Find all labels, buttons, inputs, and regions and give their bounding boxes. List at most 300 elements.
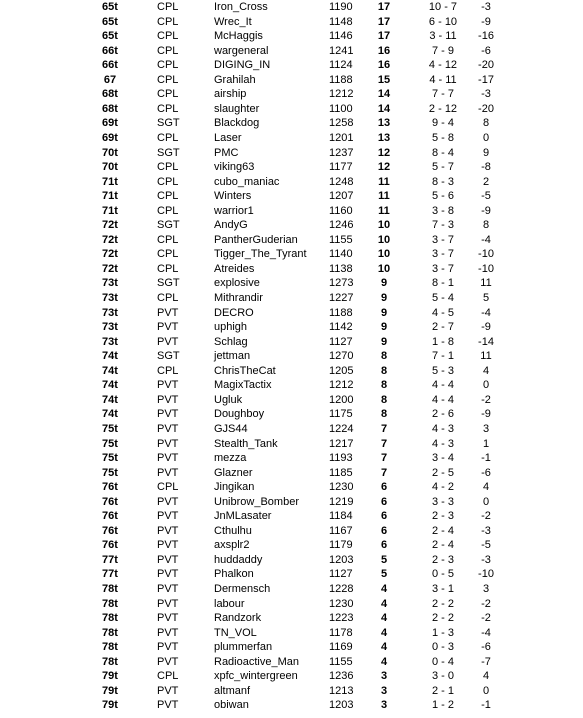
table-row	[0, 306, 583, 320]
player-name-cell: Blackdog	[214, 117, 260, 130]
rank-cell: 65t	[102, 1, 118, 13]
rating-cell: 1230	[329, 597, 354, 610]
rating-cell: 1203	[329, 699, 354, 712]
player-name-cell: PantherGuderian	[214, 233, 298, 246]
table-row	[0, 29, 583, 43]
score-cell: 16	[377, 44, 391, 57]
record-cell: 8 - 3	[431, 175, 454, 188]
grade-cell: CPL	[157, 364, 179, 377]
grade-cell: PVT	[157, 495, 179, 508]
difference-cell: 0	[482, 131, 490, 144]
score-cell: 10	[377, 219, 391, 232]
grade-cell: PVT	[157, 422, 179, 435]
score-cell: 4	[380, 583, 388, 595]
record-cell: 3 - 7	[431, 262, 454, 275]
grade-cell: PVT	[157, 452, 179, 465]
difference-cell: -1	[481, 699, 491, 712]
rank-cell: 72t	[102, 219, 118, 232]
table-row	[0, 160, 583, 174]
rank-cell: 78t	[102, 612, 118, 625]
record-cell: 3 - 4	[431, 452, 454, 465]
score-cell: 9	[380, 335, 388, 348]
rank-cell: 79t	[102, 699, 118, 712]
table-row	[0, 364, 583, 378]
record-cell: 1 - 2	[431, 699, 454, 712]
score-cell: 4	[380, 612, 388, 625]
grade-cell: PVT	[157, 524, 179, 537]
difference-cell: 3	[482, 422, 490, 435]
player-name-cell: AndyG	[214, 219, 248, 232]
record-cell: 2 - 3	[431, 510, 454, 523]
difference-cell: 1	[482, 437, 490, 450]
record-cell: 1 - 8	[431, 335, 454, 348]
score-cell: 3	[380, 699, 388, 712]
record-cell: 2 - 12	[428, 102, 458, 115]
grade-cell: CPL	[157, 30, 179, 43]
rank-cell: 75t	[102, 466, 118, 479]
difference-cell: -9	[481, 408, 491, 421]
difference-cell: -2	[481, 393, 491, 406]
rank-cell: 74t	[102, 379, 118, 392]
player-name-cell: Mithrandir	[214, 292, 263, 304]
rating-cell: 1227	[329, 292, 354, 304]
difference-cell: 2	[482, 175, 490, 188]
player-name-cell: altmanf	[214, 684, 251, 697]
record-cell: 4 - 4	[431, 393, 454, 406]
record-cell: 2 - 4	[431, 539, 454, 552]
grade-cell: CPL	[157, 59, 179, 72]
score-cell: 3	[380, 684, 388, 697]
record-cell: 7 - 3	[431, 219, 454, 232]
rating-cell: 1146	[329, 30, 353, 43]
score-cell: 4	[380, 641, 388, 654]
score-cell: 10	[377, 233, 391, 246]
grade-cell: PVT	[157, 335, 179, 348]
player-name-cell: Atreides	[214, 262, 255, 275]
score-cell: 7	[380, 437, 388, 450]
rank-cell: 76t	[102, 539, 118, 552]
record-cell: 0 - 4	[431, 655, 454, 668]
grade-cell: PVT	[157, 437, 179, 450]
rating-cell: 1178	[329, 626, 353, 639]
rank-cell: 73t	[102, 321, 118, 334]
rating-cell: 1169	[329, 641, 353, 654]
player-name-cell: JnMLasater	[214, 510, 272, 523]
grade-cell: CPL	[157, 248, 179, 261]
rank-cell: 74t	[102, 350, 118, 363]
table-row	[0, 553, 583, 567]
rank-cell: 75t	[102, 437, 118, 450]
record-cell: 0 - 5	[431, 568, 454, 581]
player-name-cell: Stealth_Tank	[214, 437, 278, 450]
grade-cell: CPL	[157, 161, 179, 174]
difference-cell: -6	[481, 641, 491, 654]
table-row	[0, 73, 583, 87]
difference-cell: 0	[482, 379, 490, 392]
difference-cell: -10	[478, 568, 494, 581]
rank-cell: 72t	[102, 248, 118, 261]
score-cell: 16	[377, 59, 391, 72]
score-cell: 8	[380, 379, 388, 392]
table-row	[0, 175, 583, 189]
score-cell: 7	[380, 466, 388, 479]
record-cell: 4 - 2	[431, 481, 454, 494]
player-name-cell: mezza	[214, 452, 247, 465]
grade-cell: PVT	[157, 641, 179, 654]
rating-cell: 1100	[329, 102, 353, 115]
rating-cell: 1193	[329, 452, 353, 465]
rank-cell: 78t	[102, 597, 118, 610]
rating-cell: 1248	[329, 175, 354, 188]
player-name-cell: Phalkon	[214, 568, 254, 581]
difference-cell: 4	[482, 670, 490, 683]
table-row	[0, 466, 583, 480]
difference-cell: -10	[478, 262, 494, 275]
player-name-cell: uphigh	[214, 321, 248, 334]
player-name-cell: McHaggis	[214, 30, 263, 43]
score-cell: 8	[380, 393, 388, 406]
rating-cell: 1241	[329, 44, 354, 57]
rating-cell: 1175	[329, 408, 353, 421]
score-cell: 7	[380, 422, 388, 435]
record-cell: 2 - 4	[431, 524, 454, 537]
rank-cell: 73t	[102, 292, 118, 304]
rating-cell: 1207	[329, 190, 354, 203]
difference-cell: -1	[481, 452, 491, 465]
rating-cell: 1138	[329, 262, 353, 275]
player-name-cell: airship	[214, 88, 247, 101]
rating-cell: 1212	[329, 88, 354, 101]
record-cell: 1 - 3	[431, 626, 454, 639]
record-cell: 2 - 5	[431, 466, 454, 479]
table-row	[0, 669, 583, 683]
grade-cell: CPL	[157, 88, 179, 101]
rank-cell: 79t	[102, 684, 118, 697]
score-cell: 9	[380, 306, 388, 319]
record-cell: 4 - 12	[428, 59, 458, 72]
record-cell: 9 - 4	[431, 117, 454, 130]
record-cell: 5 - 4	[431, 292, 454, 304]
score-cell: 6	[380, 510, 388, 523]
rating-cell: 1236	[329, 670, 354, 683]
table-row	[0, 567, 583, 581]
score-cell: 7	[380, 452, 388, 465]
table-row	[0, 87, 583, 101]
table-row	[0, 116, 583, 130]
table-row	[0, 538, 583, 552]
score-cell: 9	[380, 321, 388, 334]
record-cell: 3 - 1	[431, 583, 454, 595]
difference-cell: -7	[481, 655, 491, 668]
difference-cell: 11	[480, 350, 492, 363]
rating-cell: 1217	[329, 437, 354, 450]
player-name-cell: Laser	[214, 131, 242, 144]
player-name-cell: PMC	[214, 146, 239, 159]
player-name-cell: DECRO	[214, 306, 254, 319]
record-cell: 3 - 8	[431, 204, 454, 217]
grade-cell: PVT	[157, 306, 179, 319]
table-row	[0, 509, 583, 523]
table-row	[0, 597, 583, 611]
record-cell: 3 - 11	[429, 30, 457, 43]
rating-cell: 1179	[329, 539, 353, 552]
player-name-cell: xpfc_wintergreen	[214, 670, 298, 683]
grade-cell: CPL	[157, 204, 179, 217]
table-row	[0, 262, 583, 276]
table-row	[0, 437, 583, 451]
difference-cell: -4	[481, 626, 491, 639]
player-name-cell: Radioactive_Man	[214, 655, 299, 668]
rating-cell: 1155	[329, 233, 353, 246]
rating-cell: 1228	[329, 583, 354, 595]
difference-cell: 0	[482, 495, 490, 508]
rating-cell: 1219	[329, 495, 354, 508]
score-cell: 6	[380, 524, 388, 537]
grade-cell: CPL	[157, 175, 179, 188]
record-cell: 7 - 7	[431, 88, 454, 101]
rank-cell: 68t	[102, 88, 118, 101]
player-name-cell: Glazner	[214, 466, 253, 479]
rating-cell: 1237	[329, 146, 354, 159]
difference-cell: 9	[482, 146, 490, 159]
difference-cell: -20	[478, 59, 494, 72]
record-cell: 5 - 3	[431, 364, 454, 377]
player-name-cell: Dermensch	[214, 583, 271, 595]
score-cell: 6	[380, 539, 388, 552]
rank-cell: 70t	[102, 146, 118, 159]
table-row	[0, 320, 583, 334]
rating-cell: 1273	[329, 277, 354, 290]
player-name-cell: Winters	[214, 190, 252, 203]
rating-cell: 1184	[329, 510, 353, 523]
rank-cell: 71t	[102, 204, 118, 217]
grade-cell: PVT	[157, 408, 179, 421]
score-cell: 4	[380, 597, 388, 610]
rating-cell: 1148	[329, 15, 353, 28]
player-name-cell: cubo_maniac	[214, 175, 280, 188]
grade-cell: CPL	[157, 292, 179, 304]
record-cell: 4 - 3	[431, 422, 454, 435]
rank-cell: 72t	[102, 262, 118, 275]
rank-cell: 65t	[102, 30, 118, 43]
difference-cell: -14	[478, 335, 494, 348]
record-cell: 6 - 10	[428, 15, 458, 28]
grade-cell: CPL	[157, 233, 179, 246]
grade-cell: PVT	[157, 597, 179, 610]
table-row	[0, 102, 583, 116]
grade-cell: PVT	[157, 539, 179, 552]
player-name-cell: Doughboy	[214, 408, 265, 421]
table-row	[0, 698, 583, 712]
record-cell: 4 - 4	[431, 379, 454, 392]
rating-cell: 1212	[329, 379, 354, 392]
table-row	[0, 422, 583, 436]
player-name-cell: MagixTactix	[214, 379, 272, 392]
record-cell: 8 - 1	[431, 277, 454, 290]
difference-cell: -8	[481, 161, 491, 174]
rank-cell: 77t	[102, 568, 118, 581]
grade-cell: PVT	[157, 510, 179, 523]
difference-cell: -9	[481, 321, 491, 334]
rating-cell: 1155	[329, 655, 353, 668]
grade-cell: CPL	[157, 15, 179, 28]
table-row	[0, 44, 583, 58]
record-cell: 2 - 2	[431, 597, 454, 610]
player-name-cell: viking63	[214, 161, 255, 174]
rating-cell: 1203	[329, 553, 354, 566]
score-cell: 12	[377, 161, 391, 174]
table-row	[0, 189, 583, 203]
player-name-cell: Ugluk	[214, 393, 243, 406]
player-name-cell: Cthulhu	[214, 524, 252, 537]
score-cell: 9	[380, 292, 388, 304]
score-cell: 11	[378, 204, 390, 217]
score-cell: 10	[377, 248, 391, 261]
rank-cell: 67	[103, 73, 117, 86]
table-row	[0, 611, 583, 625]
table-row	[0, 335, 583, 349]
rank-cell: 78t	[102, 655, 118, 668]
table-row	[0, 684, 583, 698]
rank-cell: 77t	[102, 553, 118, 566]
table-row	[0, 495, 583, 509]
score-cell: 3	[380, 670, 388, 683]
score-cell: 14	[377, 102, 391, 115]
table-row	[0, 349, 583, 363]
player-name-cell: Wrec_It	[214, 15, 252, 28]
difference-cell: -9	[481, 204, 491, 217]
grade-cell: PVT	[157, 321, 179, 334]
record-cell: 5 - 6	[431, 190, 454, 203]
rank-cell: 72t	[102, 233, 118, 246]
player-name-cell: Iron_Cross	[214, 1, 268, 13]
score-cell: 5	[380, 568, 388, 581]
difference-cell: -3	[481, 1, 491, 13]
difference-cell: -9	[481, 15, 491, 28]
player-name-cell: wargeneral	[214, 44, 269, 57]
rank-cell: 78t	[102, 641, 118, 654]
score-cell: 14	[377, 88, 391, 101]
record-cell: 3 - 0	[431, 670, 454, 683]
player-name-cell: Grahilah	[214, 73, 256, 86]
grade-cell: PVT	[157, 583, 179, 595]
player-name-cell: jettman	[214, 350, 251, 363]
player-name-cell: huddaddy	[214, 553, 263, 566]
rating-cell: 1200	[329, 393, 354, 406]
rating-cell: 1213	[329, 684, 354, 697]
difference-cell: -5	[481, 190, 491, 203]
grade-cell: SGT	[157, 350, 180, 363]
rank-cell: 76t	[102, 481, 118, 494]
table-row	[0, 233, 583, 247]
rank-cell: 66t	[102, 59, 118, 72]
player-name-cell: DIGING_IN	[214, 59, 271, 72]
record-cell: 4 - 11	[429, 73, 457, 86]
table-row	[0, 480, 583, 494]
record-cell: 3 - 7	[431, 248, 454, 261]
rank-cell: 66t	[102, 44, 118, 57]
grade-cell: CPL	[157, 670, 179, 683]
score-cell: 5	[380, 553, 388, 566]
player-name-cell: plummerfan	[214, 641, 273, 654]
grade-cell: CPL	[157, 1, 179, 13]
table-row	[0, 131, 583, 145]
difference-cell: -20	[478, 102, 494, 115]
difference-cell: -5	[481, 539, 491, 552]
table-row	[0, 451, 583, 465]
rating-cell: 1127	[329, 568, 353, 581]
player-name-cell: obiwan	[214, 699, 249, 712]
rank-cell: 69t	[102, 117, 118, 130]
grade-cell: PVT	[157, 626, 179, 639]
rating-cell: 1246	[329, 219, 354, 232]
score-cell: 8	[380, 408, 388, 421]
table-row	[0, 524, 583, 538]
difference-cell: -17	[478, 73, 494, 86]
rank-cell: 76t	[102, 524, 118, 537]
difference-cell: 0	[482, 684, 490, 697]
difference-cell: -2	[481, 612, 491, 625]
rank-cell: 74t	[102, 393, 118, 406]
rating-cell: 1188	[329, 73, 353, 86]
score-cell: 6	[380, 481, 388, 494]
rank-cell: 75t	[102, 452, 118, 465]
record-cell: 4 - 3	[431, 437, 454, 450]
player-name-cell: TN_VOL	[214, 626, 257, 639]
record-cell: 2 - 3	[431, 553, 454, 566]
record-cell: 2 - 6	[431, 408, 454, 421]
record-cell: 2 - 7	[431, 321, 454, 334]
rank-cell: 74t	[102, 364, 118, 377]
grade-cell: PVT	[157, 553, 179, 566]
difference-cell: 8	[482, 219, 490, 232]
rank-cell: 70t	[102, 161, 118, 174]
grade-cell: CPL	[157, 73, 179, 86]
rank-cell: 68t	[102, 102, 118, 115]
score-cell: 8	[380, 364, 388, 377]
score-cell: 13	[377, 117, 391, 130]
rating-cell: 1223	[329, 612, 354, 625]
grade-cell: PVT	[157, 379, 179, 392]
rank-cell: 73t	[102, 277, 118, 290]
table-row	[0, 378, 583, 392]
score-cell: 13	[377, 131, 391, 144]
rating-cell: 1270	[329, 350, 354, 363]
score-cell: 11	[378, 175, 390, 188]
record-cell: 7 - 1	[431, 350, 454, 363]
grade-cell: PVT	[157, 684, 179, 697]
score-cell: 17	[377, 1, 391, 13]
rank-cell: 78t	[102, 626, 118, 639]
rating-cell: 1127	[329, 335, 353, 348]
grade-cell: SGT	[157, 117, 180, 130]
score-cell: 15	[377, 73, 391, 86]
grade-cell: SGT	[157, 146, 180, 159]
grade-cell: CPL	[157, 44, 179, 57]
difference-cell: -2	[481, 597, 491, 610]
score-cell: 4	[380, 655, 388, 668]
rating-cell: 1177	[329, 161, 353, 174]
score-cell: 17	[377, 15, 391, 28]
rating-cell: 1201	[329, 131, 354, 144]
table-row	[0, 247, 583, 261]
score-cell: 12	[377, 146, 391, 159]
rank-cell: 76t	[102, 510, 118, 523]
score-cell: 9	[380, 277, 388, 290]
player-name-cell: axsplr2	[214, 539, 250, 552]
rating-cell: 1140	[329, 248, 353, 261]
difference-cell: -16	[478, 30, 494, 43]
